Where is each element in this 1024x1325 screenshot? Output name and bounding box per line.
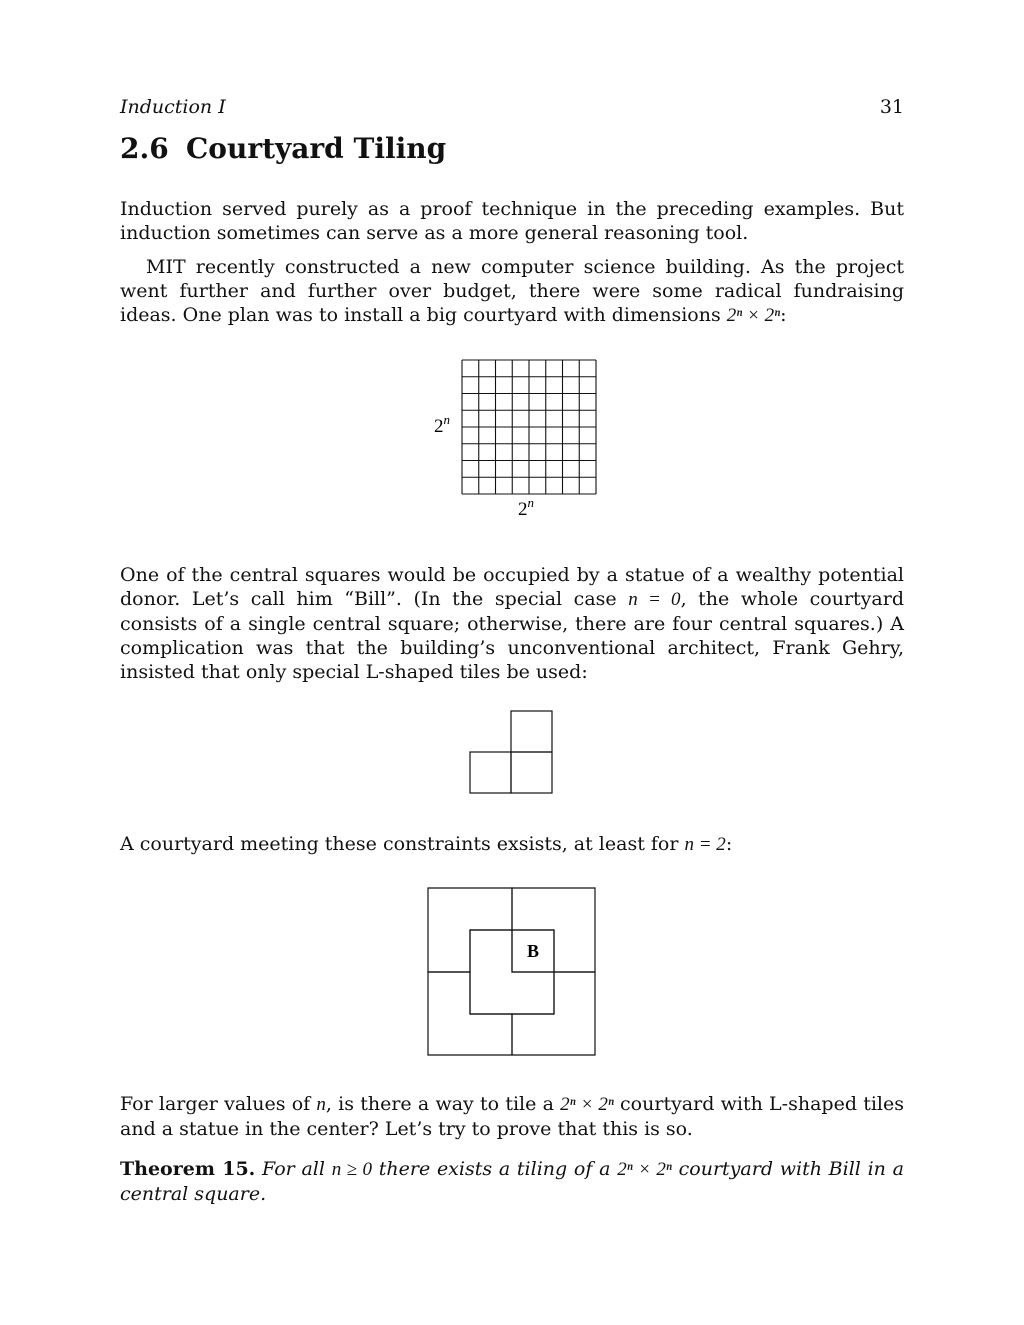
p2-text-a: MIT recently constructed a new computer science building. As the project went further and further over budget, there were some radical fundraising ideas. One plan was to install a big courtyard with dimensions — [120, 256, 904, 326]
p5-math-n: n — [316, 1094, 326, 1115]
p4-math: n = 2 — [684, 834, 726, 855]
paragraph-mit-building — [120, 255, 904, 328]
theorem-math-n: n ≥ 0 — [331, 1159, 373, 1180]
paragraph-example-courtyard — [120, 832, 904, 857]
p2-math-dimensions: 2ⁿ × 2ⁿ — [726, 305, 781, 326]
running-header-chapter: Induction I — [120, 96, 226, 118]
theorem-text-b: there exists a tiling of a — [372, 1158, 618, 1180]
p5-text-c: courtyard with L-shaped tiles and a statue in the center? Let’s try to prove that this is so. — [120, 1093, 904, 1140]
section-number: 2.6 — [120, 132, 169, 165]
p4-text-b: : — [725, 833, 733, 855]
courtyard-grid-figure — [420, 350, 620, 530]
textbook-page — [120, 0, 904, 1325]
section-heading — [120, 132, 446, 165]
tiling-example-figure — [427, 887, 597, 1057]
statue-label: B — [526, 941, 540, 961]
page-number: 31 — [879, 96, 904, 118]
paragraph-bill-statue — [120, 563, 904, 684]
p3-text-a: One of the central squares would be occupied by a statue of a wealthy potential donor. Let’s call him “Bill”. (In the special case — [120, 564, 904, 610]
theorem-text-a: For all — [262, 1158, 332, 1180]
theorem-text-c: courtyard with Bill in a central square. — [120, 1158, 904, 1205]
grid-bottom-label: 2$^n$ — [518, 495, 534, 520]
p2-text-b: : — [780, 304, 787, 326]
p4-text-a: A courtyard meeting these constraints exsists, at least for — [120, 833, 685, 855]
p5-text-a: For larger values of — [120, 1093, 317, 1115]
section-title: Courtyard Tiling — [186, 132, 447, 165]
p3-math: n = 0 — [628, 589, 681, 610]
p5-math-dimensions: 2ⁿ × 2ⁿ — [560, 1094, 614, 1115]
paragraph-intro: Induction served purely as a proof technique in the preceding examples. But induction sometimes can serve as a more general reasoning tool. — [120, 198, 904, 244]
p3-text-b: , the whole courtyard consists of a single central square; otherwise, there are four central squares.) A complication was that the building’s unconventional architect, Frank Gehry, insisted that only special L-shaped tiles be used: — [120, 588, 904, 683]
theorem-math-dimensions: 2ⁿ × 2ⁿ — [617, 1159, 672, 1180]
grid-side-label: 2$^n$ — [434, 412, 450, 437]
l-tile-left-square — [470, 752, 511, 793]
l-tile-figure — [469, 710, 555, 796]
p5-text-b: , is there a way to tile a — [325, 1093, 561, 1115]
paragraph-larger-values — [120, 1092, 904, 1141]
grid-lines — [462, 360, 596, 494]
l-tile-right-square — [511, 752, 552, 793]
theorem-15 — [120, 1157, 904, 1206]
l-tile-top-square — [511, 711, 552, 752]
theorem-label: Theorem 15. — [120, 1158, 256, 1180]
